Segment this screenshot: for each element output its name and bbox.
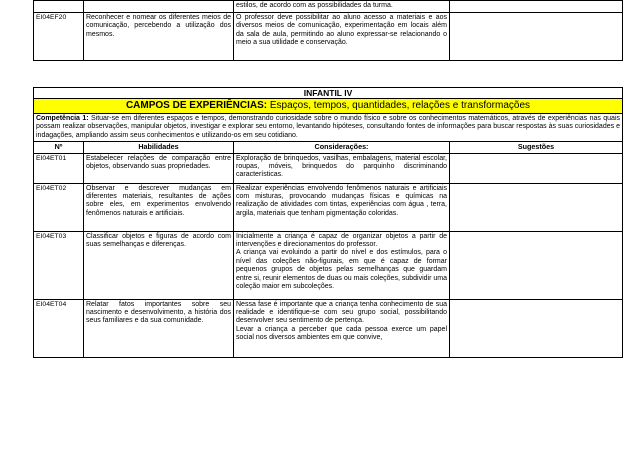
consideration-paragraph: Nessa fase é importante que a criança tenha conhecimento de sua realidade e identifique-se com seu grupo social, possibilitando desenvolver seu sentimento de pertença. <box>236 300 447 325</box>
experience-banner <box>34 99 623 114</box>
row-code: EI04ET02 <box>34 183 84 231</box>
row-suggestion <box>450 231 623 299</box>
competence-label: Competência 1: <box>36 115 89 122</box>
banner-text: Espaços, tempos, quantidades, relações e transformações <box>269 100 531 111</box>
table-row <box>34 13 623 61</box>
row-suggestion <box>450 13 623 61</box>
competence-text: Situar-se em diferentes espaços e tempos, demonstrando curiosidade sobre o mundo físico e sobre os conhecimentos matemáticos, através de experiências nas quais possam realizar observações, manipular objetos, investigar e explorar seu entorno, levantando hipóteses, consultando fontes de informações para buscar respostas às suas curiosidades e indagações, ampliando assim seus conhecimentos e utilizando-os em seu cotidiano. <box>36 115 621 139</box>
row-suggestion <box>450 299 623 357</box>
row-skill: Observar e descrever mudanças em diferentes materiais, resultantes de ações sobre eles, em experimentos envolvendo fenômenos naturais e artificiais. <box>84 183 234 231</box>
row-code: EI04EF20 <box>34 13 84 61</box>
row-consideration <box>234 231 450 299</box>
row-suggestion <box>450 183 623 231</box>
consideration-paragraph: Inicialmente a criança é capaz de organizar objetos a partir de intervenções e direcionamentos do professor. <box>236 232 447 249</box>
main-table <box>33 87 623 358</box>
partial-suggestion-cell <box>450 1 623 13</box>
title-row <box>34 88 623 99</box>
row-skill: Classificar objetos e figuras de acordo com suas semelhanças e diferenças. <box>84 231 234 299</box>
section-title: INFANTIL IV <box>34 88 623 99</box>
header-suggestions: Sugestões <box>450 142 623 153</box>
table-row <box>34 231 623 299</box>
row-suggestion <box>450 153 623 183</box>
row-code: EI04ET04 <box>34 299 84 357</box>
table-row <box>34 299 623 357</box>
competence-row <box>34 114 623 142</box>
consideration-paragraph: Levar a criança a perceber que cada pessoa exerce um papel social nos diversos ambientes em que convive, <box>236 325 447 342</box>
row-skill: Relatar fatos importantes sobre seu nascimento e desenvolvimento, a história dos seus familiares e da sua comunidade. <box>84 299 234 357</box>
partial-skill-cell <box>84 1 234 13</box>
row-code: EI04ET01 <box>34 153 84 183</box>
partial-code-cell <box>34 1 84 13</box>
row-code: EI04ET03 <box>34 231 84 299</box>
consideration-paragraph: A criança vai evoluindo a partir do nível e dos estímulos, para o nível das coleções não-figurais, em que é capaz de formar pequenos grupos de objetos pelas semelhanças que guardam entre si, reunir elementos de duas ou mais coleções, subdividir uma coleção maior em subcoleções. <box>236 249 447 291</box>
row-consideration <box>234 299 450 357</box>
row-consideration: Realizar experiências envolvendo fenômenos naturais e artificiais com misturas, provocando mudanças físicas e químicas na realização de atividades com tintas, experiências com água , terra, argila, materiais que tenham pigmentação coloridas. <box>234 183 450 231</box>
header-row <box>34 142 623 153</box>
row-consideration: Exploração de brinquedos, vasilhas, embalagens, material escolar, roupas, móveis, brinquedos do parquinho discriminando características. <box>234 153 450 183</box>
top-table <box>33 0 623 61</box>
header-skills: Habilidades <box>84 142 234 153</box>
partial-consideration-cell: estilos, de acordo com as possibilidades da turma. <box>234 1 450 13</box>
banner-label: CAMPOS DE EXPERIÊNCIAS: <box>125 100 268 111</box>
row-consideration: O professor deve possibilitar ao aluno acesso a materiais e aos diversos meios de comunicação, experimentação em locais além da sala de aula, permitindo ao aluno expressar-se relacionando o meio a sua utilidade e conservação. <box>234 13 450 61</box>
table-row <box>34 183 623 231</box>
header-considerations: Considerações: <box>234 142 450 153</box>
header-number: Nº <box>34 142 84 153</box>
banner-row <box>34 99 623 114</box>
row-skill: Reconhecer e nomear os diferentes meios de comunicação, percebendo a utilização dos mesmos. <box>84 13 234 61</box>
partial-row <box>34 1 623 13</box>
competence-cell <box>34 114 623 142</box>
table-row <box>34 153 623 183</box>
row-skill: Estabelecer relações de comparação entre objetos, observando suas propriedades. <box>84 153 234 183</box>
